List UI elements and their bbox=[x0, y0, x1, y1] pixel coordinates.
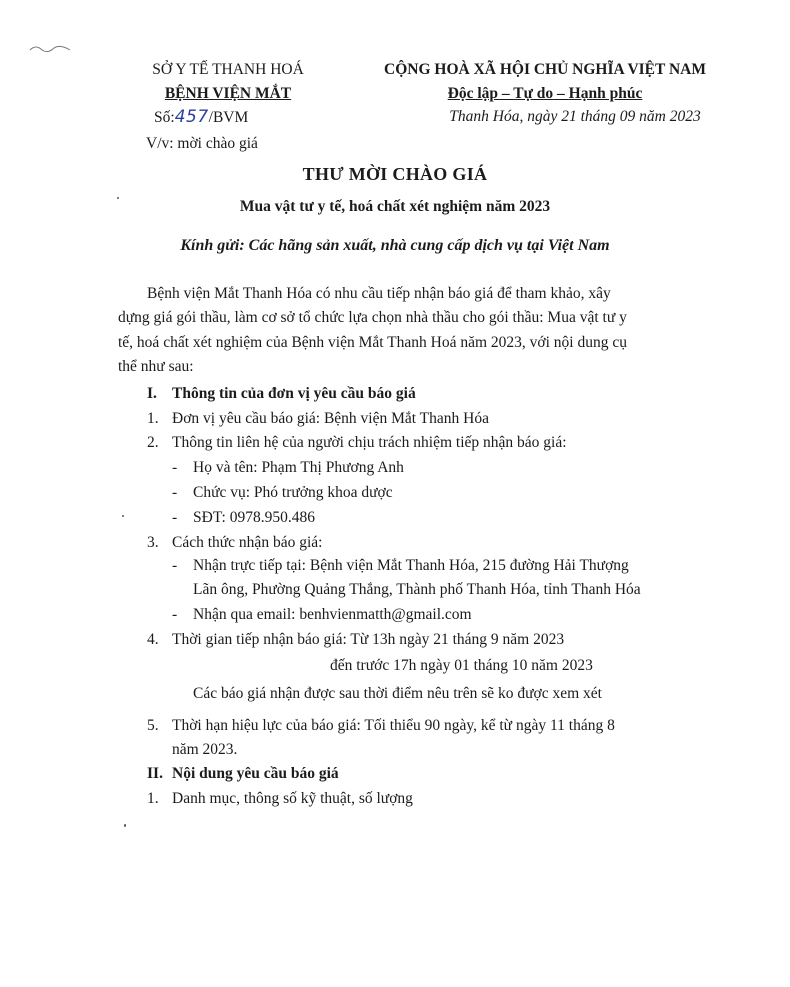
recipient-line: Kính gửi: Các hãng sản xuất, nhà cung cấp dịch vụ tại Việt Nam bbox=[180, 237, 610, 254]
motto-separator-2: – bbox=[553, 85, 569, 102]
receive-by-email: Nhận qua email: benhvienmatth@gmail.com bbox=[193, 606, 472, 623]
scan-mark-scribble bbox=[28, 40, 74, 58]
contact-phone: SĐT: 0978.950.486 bbox=[193, 509, 315, 526]
bullet-dash: - bbox=[172, 484, 178, 501]
bullet-dash: - bbox=[172, 509, 178, 526]
document-number-prefix: Số: bbox=[154, 109, 175, 126]
item-2-number: 2. bbox=[147, 434, 159, 451]
handwritten-number: 457 bbox=[174, 107, 209, 127]
scan-speck bbox=[124, 824, 126, 827]
item-5-number: 5. bbox=[147, 717, 159, 734]
document-subtitle: Mua vật tư y tế, hoá chất xét nghiệm năm 2023 bbox=[239, 198, 551, 215]
section-2-item-1-number: 1. bbox=[147, 790, 159, 807]
item-4-text: Thời gian tiếp nhận báo giá: Từ 13h ngày 21 tháng 9 năm 2023 bbox=[172, 631, 565, 648]
item-4-note: Các báo giá nhận được sau thời điểm nêu trên sẽ ko được xem xét bbox=[193, 685, 602, 702]
department-name: SỞ Y TẾ THANH HOÁ bbox=[152, 61, 304, 78]
item-1-number: 1. bbox=[147, 410, 159, 427]
contact-name: Họ và tên: Phạm Thị Phương Anh bbox=[193, 459, 404, 476]
item-3-number: 3. bbox=[147, 534, 159, 551]
motto-part-1: Độc lập bbox=[447, 85, 499, 102]
motto-part-2: Tự do bbox=[513, 85, 554, 102]
bullet-dash: - bbox=[172, 459, 178, 476]
intro-line-3: tế, hoá chất xét nghiệm của Bệnh viện Mắt Thanh Hoá năm 2023, với nội dung cụ bbox=[118, 334, 627, 351]
motto-separator-1: – bbox=[498, 85, 514, 102]
section-2-item-1-text: Danh mục, thông số kỹ thuật, số lượng bbox=[172, 790, 413, 807]
section-2-heading: Nội dung yêu cầu báo giá bbox=[172, 765, 339, 782]
item-3-text: Cách thức nhận báo giá: bbox=[172, 534, 323, 551]
intro-line-2: dựng giá gói thầu, làm cơ sở tổ chức lựa chọn nhà thầu cho gói thầu: Mua vật tư y bbox=[118, 309, 627, 326]
document-date: Thanh Hóa, ngày 21 tháng 09 năm 2023 bbox=[449, 108, 701, 125]
item-4-number: 4. bbox=[147, 631, 159, 648]
scan-speck bbox=[122, 515, 124, 517]
item-1-text: Đơn vị yêu cầu báo giá: Bệnh viện Mắt Thanh Hóa bbox=[172, 410, 489, 427]
document-number bbox=[154, 107, 248, 127]
item-2-text: Thông tin liên hệ của người chịu trách nhiệm tiếp nhận báo giá: bbox=[172, 434, 567, 451]
item-5-line-2: năm 2023. bbox=[172, 741, 238, 758]
hospital-name: BỆNH VIỆN MẮT bbox=[164, 85, 292, 102]
item-5-line-1: Thời hạn hiệu lực của báo giá: Tối thiểu 90 ngày, kể từ ngày 11 tháng 8 bbox=[172, 717, 615, 734]
contact-position: Chức vụ: Phó trưởng khoa dược bbox=[193, 484, 393, 501]
document-title: THƯ MỜI CHÀO GIÁ bbox=[302, 164, 488, 184]
national-motto bbox=[350, 85, 740, 103]
section-1-heading: Thông tin của đơn vị yêu cầu báo giá bbox=[172, 385, 416, 402]
motto-part-3: Hạnh phúc bbox=[568, 85, 643, 102]
section-2-number: II. bbox=[147, 765, 163, 782]
bullet-dash: - bbox=[172, 557, 178, 574]
bullet-dash: - bbox=[172, 606, 178, 623]
intro-line-4: thể như sau: bbox=[118, 358, 194, 375]
intro-line-1: Bệnh viện Mắt Thanh Hóa có nhu cầu tiếp nhận báo giá để tham khảo, xây bbox=[147, 285, 611, 302]
receive-in-person-line-2: Lãn ông, Phường Quảng Thắng, Thành phố Thanh Hóa, tỉnh Thanh Hóa bbox=[193, 581, 641, 598]
hospital-name-wrap bbox=[118, 85, 338, 103]
section-1-number: I. bbox=[147, 385, 157, 402]
receive-in-person-line-1: Nhận trực tiếp tại: Bệnh viện Mắt Thanh Hóa, 215 đường Hải Thượng bbox=[193, 557, 629, 574]
document-number-suffix: /BVM bbox=[208, 109, 249, 126]
subject-line: V/v: mời chào giá bbox=[146, 135, 258, 152]
item-4-deadline: đến trước 17h ngày 01 tháng 10 năm 2023 bbox=[330, 657, 593, 674]
national-title: CỘNG HOÀ XÃ HỘI CHỦ NGHĨA VIỆT NAM bbox=[384, 61, 706, 78]
